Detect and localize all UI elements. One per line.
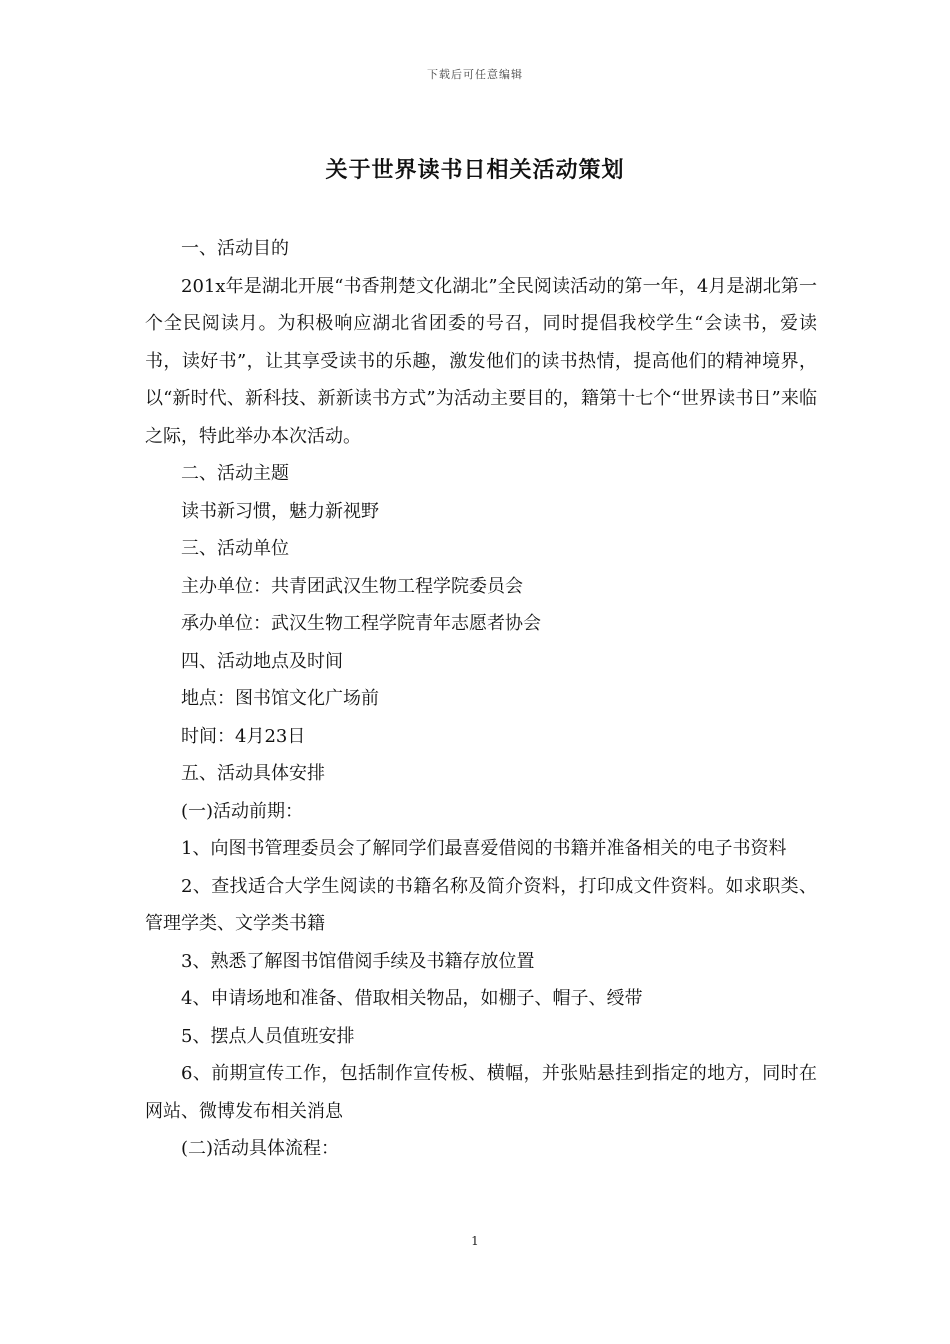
paragraph-time: 时间：4月23日	[181, 725, 306, 747]
paragraph-host-unit: 主办单位：共青团武汉生物工程学院委员会	[181, 575, 523, 597]
list-item-preparation-1: 1、向图书管理委员会了解同学们最喜爱借阅的书籍并准备相关的电子书资料	[181, 838, 787, 859]
paragraph-organizer-unit: 承办单位：武汉生物工程学院青年志愿者协会	[181, 613, 541, 634]
section-heading-place-time: 四、活动地点及时间	[181, 650, 343, 672]
paragraph-place: 地点：图书馆文化广场前	[181, 688, 379, 709]
section-heading-theme: 二、活动主题	[181, 463, 289, 484]
document-body	[145, 230, 817, 1168]
page-header-note: 下载后可任意编辑	[427, 68, 523, 81]
paragraph-theme-text: 读书新习惯，魅力新视野	[181, 500, 379, 522]
list-item-preparation-2: 2、查找适合大学生阅读的书籍名称及简介资料，打印成文件资料。如求职类、管理学类、文学类书籍	[145, 875, 817, 934]
page-number: 1	[471, 1234, 479, 1248]
paragraph-purpose-text: 201x年是湖北开展“书香荆楚文化湖北”全民阅读活动的第一年，4月是湖北第一个全民阅读月。为积极响应湖北省团委的号召，同时提倡我校学生“会读书，爱读书，读好书”，让其享受读书的乐趣，激发他们的读书热情，提高他们的精神境界，以“新时代、新科技、新新读书方式”为活动主要目的，籍第十七个“世界读书日”来临之际，特此举办本次活动。	[145, 275, 817, 447]
list-item-preparation-5: 5、摆点人员值班安排	[181, 1025, 355, 1047]
list-item-preparation-6: 6、前期宣传工作，包括制作宣传板、横幅，并张贴悬挂到指定的地方，同时在网站、微博发布相关消息	[145, 1063, 817, 1122]
section-heading-arrangement: 五、活动具体安排	[181, 763, 325, 784]
list-item-preparation-3: 3、熟悉了解图书馆借阅手续及书籍存放位置	[181, 950, 535, 972]
subsection-heading-preparation: (一)活动前期：	[181, 800, 304, 822]
section-heading-purpose: 一、活动目的	[181, 238, 289, 259]
subsection-heading-process: (二)活动具体流程：	[181, 1138, 340, 1159]
section-heading-organizers: 三、活动单位	[181, 538, 289, 559]
list-item-preparation-4: 4、申请场地和准备、借取相关物品，如棚子、帽子、绶带	[181, 988, 643, 1009]
document-title: 关于世界读书日相关活动策划	[325, 157, 625, 183]
